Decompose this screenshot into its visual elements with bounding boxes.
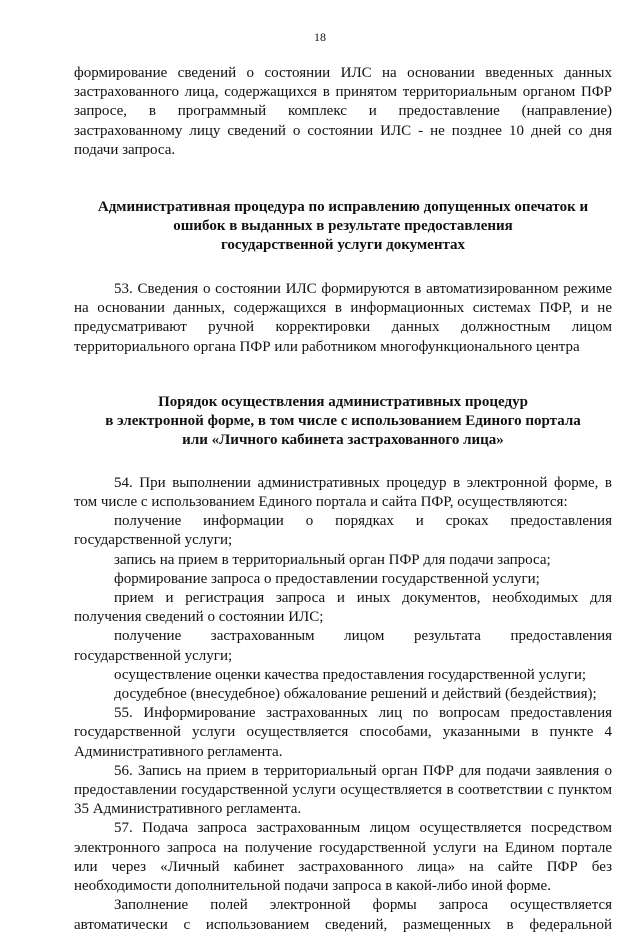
section-heading-corrections xyxy=(74,198,612,255)
text-line: осуществление оценки качества предоставления государственной услуги; xyxy=(114,666,587,683)
text-line: запросе, в программный комплекс и предоставление (направление) xyxy=(74,103,612,120)
list-item xyxy=(74,589,612,627)
text-line: запись на прием в территориальный орган ПФР для подачи запроса; xyxy=(114,551,551,568)
text-line: государственной услуги; xyxy=(74,532,233,549)
text-line: государственной услуги; xyxy=(74,647,233,664)
text-line: 54. При выполнении административных процедур в электронной форме, в xyxy=(114,474,612,491)
text-line: застрахованному лицу сведений о состоянии ИЛС - не позднее 10 дней со дня xyxy=(74,122,612,139)
list-item xyxy=(74,666,612,685)
text-line: Административного регламента. xyxy=(74,743,283,760)
paragraph-54 xyxy=(74,474,612,512)
text-line: получение информации о порядках и сроках предоставления xyxy=(114,513,612,530)
text-line: необходимости дополнительной подачи запроса в какой-либо иной форме. xyxy=(74,878,551,895)
intro-paragraph xyxy=(74,64,612,160)
heading-line: в электронной форме, в том числе с использованием Единого портала xyxy=(105,412,581,429)
text-line: 56. Запись на прием в территориальный орган ПФР для подачи заявления о xyxy=(114,762,612,779)
heading-line: Административная процедура по исправлению допущенных опечаток и xyxy=(97,199,589,216)
text-line: подачи запроса. xyxy=(74,141,176,158)
text-line: 35 Административного регламента. xyxy=(74,801,302,818)
text-line: 57. Подача запроса застрахованным лицом осуществляется посредством xyxy=(114,820,612,837)
text-line: автоматически с использованием сведений, размещенных в федеральной xyxy=(74,916,612,933)
text-line: Заполнение полей электронной формы запроса осуществляется xyxy=(114,897,612,914)
heading-line: государственной услуги документах xyxy=(220,237,466,254)
list-item xyxy=(74,627,612,665)
list-item xyxy=(74,570,612,589)
text-line: 55. Информирование застрахованных лиц по вопросам предоставления xyxy=(114,705,612,722)
text-line: на основании данных, содержащихся в информационных системах ПФР, и не xyxy=(74,300,612,317)
text-line: прием и регистрация запроса и иных документов, необходимых для xyxy=(114,590,612,607)
text-line: досудебное (внесудебное) обжалование решений и действий (бездействия); xyxy=(114,686,597,703)
page-number: 18 xyxy=(314,30,326,44)
text-line: формирование запроса о предоставлении государственной услуги; xyxy=(114,570,540,587)
list-item xyxy=(74,512,612,550)
text-line: государственной услуги осуществляется способами, указанными в пункте 4 xyxy=(74,724,612,741)
text-line: электронного запроса на получение государственной услуги на Едином портале xyxy=(74,839,612,856)
paragraph-form-filling xyxy=(74,896,612,934)
paragraph-53 xyxy=(74,280,612,357)
list-item xyxy=(74,551,612,570)
heading-line: Порядок осуществления административных процедур xyxy=(158,393,528,410)
heading-line: или «Личного кабинета застрахованного лица» xyxy=(182,431,504,448)
paragraph-56 xyxy=(74,762,612,820)
heading-line: ошибок в выданных в результате предоставления xyxy=(173,218,513,235)
text-line: формирование сведений о состоянии ИЛС на основании введенных данных xyxy=(74,65,612,81)
text-line: или через «Личный кабинет застрахованного лица» на сайте ПФР без xyxy=(74,858,612,875)
text-line: предоставлении государственной услуги осуществляется в соответствии с пунктом xyxy=(74,782,612,799)
text-line: том числе с использованием Единого портала и сайта ПФР, осуществляются: xyxy=(74,494,568,511)
text-line: получения сведений о состоянии ИЛС; xyxy=(74,609,324,626)
section-heading-electronic xyxy=(74,393,612,450)
text-line: территориального органа ПФР или работником многофункционального центра xyxy=(74,338,580,355)
text-line: получение застрахованным лицом результата предоставления xyxy=(114,628,612,645)
text-line: 53. Сведения о состоянии ИЛС формируются в автоматизированном режиме xyxy=(114,281,612,298)
list-item xyxy=(74,685,612,704)
text-line: застрахованного лица, содержащихся в принятом территориальным органом ПФР xyxy=(74,84,612,101)
paragraph-57 xyxy=(74,819,612,896)
text-line: предусматривают ручной корректировки данных должностным лицом xyxy=(74,319,612,336)
paragraph-55 xyxy=(74,704,612,762)
body-text xyxy=(74,64,612,935)
